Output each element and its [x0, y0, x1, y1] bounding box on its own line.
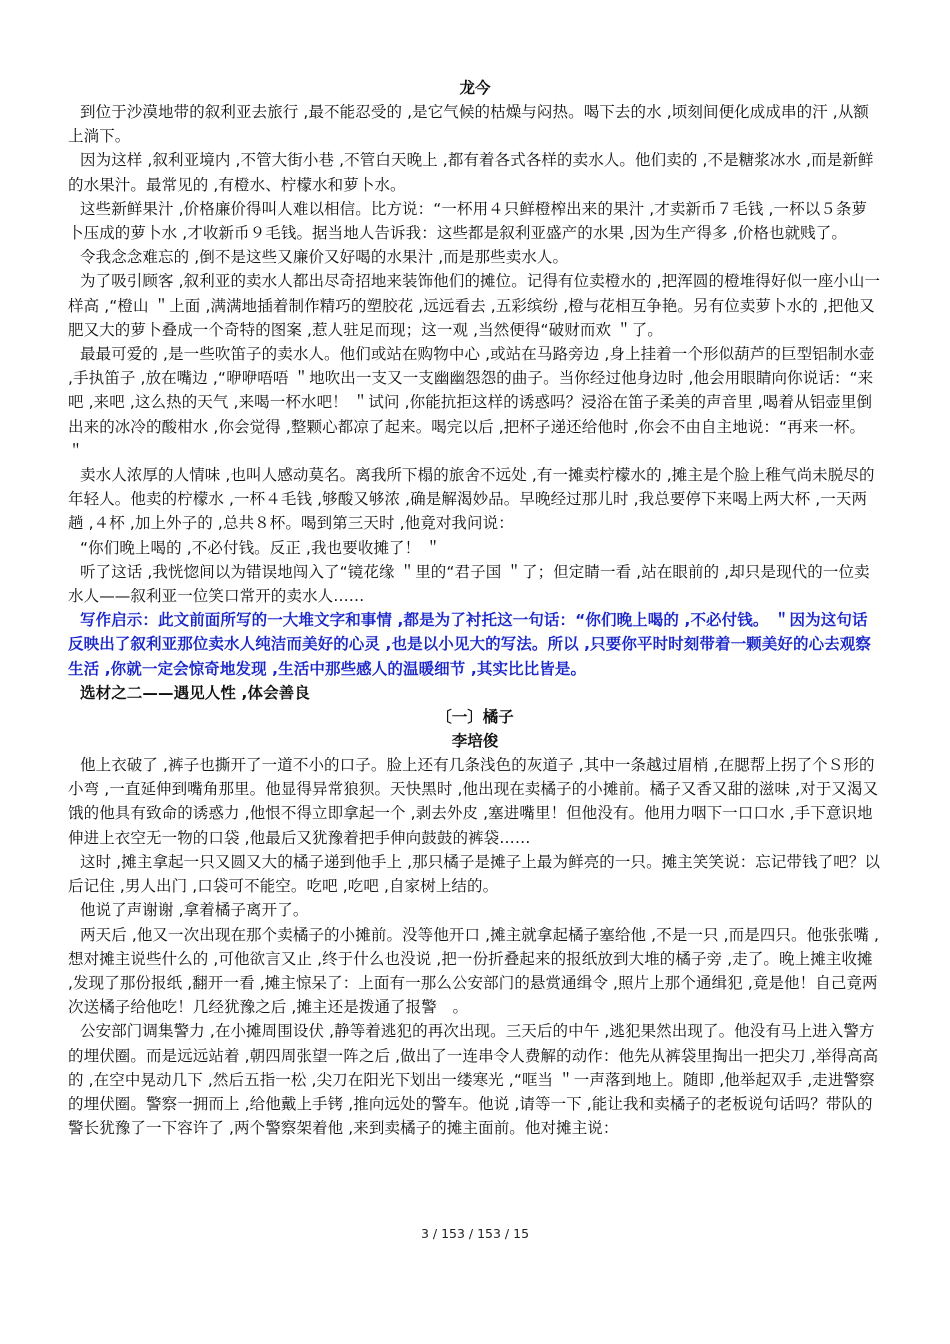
- paragraph: 最最可爱的 ,是一些吹笛子的卖水人。他们或站在购物中心 ,或站在马路旁边 ,身上挂着一个形似葫芦的巨型铝制水壶 ,手执笛子 ,放在嘴边 ,“咿咿唔唔 ＂地吹出一支又一支幽幽怨怨的曲子。当你经过他身边时 ,他会用眼睛向你说话：“来吧 ,来吧 ,这么热的天气 ,来喝一杯水吧！ ＂试问 ,你能抗拒这样的诱惑吗？浸浴在笛子柔美的声音里 ,喝着从铝壶里倒出来的冰冷的酸柑水 ,你会觉得 ,整颗心都凉了起来。喝完以后 ,把杯子递还给他时 ,你会不由自主地说：“再来一杯。 ＂: [68, 345, 875, 460]
- writing-insight: 写作启示：此文前面所写的一大堆文字和事情 ,都是为了衬托这一句话：“你们晚上喝的 ,不必付钱。 ＂因为这句话反映出了叙利亚那位卖水人纯洁而美好的心灵 ,也是以小见大的写法。所以 ,只要你平时时刻带着一颗美好的心去观察生活 ,你就一定会惊奇地发现 ,生活中那些感人的温暖细节 ,其实比比皆是。: [68, 611, 871, 678]
- page-number: 3 / 153 / 153 / 15: [420, 1226, 530, 1241]
- section-heading: 选材之二——遇见人性 ,体会善良: [80, 683, 310, 702]
- paragraph: 这时 ,摊主拿起一只又圆又大的橘子递到他手上 ,那只橘子是摊子上最为鲜亮的一只。摊主笑笑说：忘记带钱了吧？以后记住 ,男人出门 ,口袋可不能空。吃吧 ,吃吧 ,自家树上结的。: [68, 852, 881, 896]
- paragraph: 为了吸引顾客 ,叙利亚的卖水人都出尽奇招地来装饰他们的摊位。记得有位卖橙水的 ,把浑圆的橙堆得好似一座小山一样高 ,“橙山 ＂上面 ,满满地插着制作精巧的塑胶花 ,远远看去 ,五彩缤纷 ,橙与花相互争艳。另有位卖萝卜水的 ,把他又肥又大的萝卜叠成一个奇特的图案 ,惹人驻足而现；这一观 ,当然便得“破财而欢 ＂了。: [68, 272, 881, 339]
- paragraph: 他说了声谢谢 ,拿着橘子离开了。: [80, 901, 309, 920]
- paragraph: 听了这话 ,我恍惚间以为错误地闯入了“镜花缘 ＂里的“君子国 ＂了；但定睛一看 ,站在眼前的 ,却只是现代的一位卖水人——叙利亚一位笑口常开的卖水人……: [68, 562, 870, 606]
- article-title: 〔一〕橘子: [436, 708, 514, 727]
- article-author: 龙今: [459, 79, 491, 97]
- paragraph: 公安部门调集警力 ,在小摊周围设伏 ,静等着逃犯的再次出现。三天后的中午 ,逃犯果然出现了。他没有马上进入警方的埋伏圈。而是远远站着 ,朝四周张望一阵之后 ,做出了一连串令人费解的动作：他先从裤袋里掏出一把尖刀 ,举得高高的 ,在空中晃动几下 ,然后五指一松 ,尖刀在阳光下划出一缕寒光 ,“哐当 ＂一声落到地上。随即 ,他举起双手 ,走进警察的埋伏圈。警察一拥而上 ,给他戴上手铐 ,推向远处的警车。他说 ,请等一下 ,能让我和卖橘子的老板说句话吗？带队的警长犹豫了一下容许了 ,两个警察架着他 ,来到卖橘子的摊主面前。他对摊主说：: [68, 1022, 879, 1138]
- document-body: [68, 76, 882, 1140]
- article-author: 李培俊: [451, 732, 499, 751]
- paragraph: “你们晚上喝的 ,不必付钱。反正 ,我也要收摊了！ ＂: [80, 538, 441, 557]
- paragraph: 这些新鲜果汁 ,价格廉价得叫人难以相信。比方说：“一杯用４只鲜橙榨出来的果汁 ,才卖新币７毛钱 ,一杯以５条萝卜压成的萝卜水 ,才收新币９毛钱。据当地人告诉我：这些都是叙利亚盛产的水果 ,因为生产得多 ,价格也就贱了。: [68, 199, 868, 243]
- paragraph: 到位于沙漠地带的叙利亚去旅行 ,最不能忍受的 ,是它气候的枯燥与闷热。喝下去的水 ,顷刻间便化成成串的汗 ,从额上淌下。: [68, 103, 870, 146]
- paragraph: 他上衣破了 ,裤子也撕开了一道不小的口子。脸上还有几条浅色的灰道子 ,其中一条越过眉梢 ,在腮帮上拐了个Ｓ形的小弯 ,一直延伸到嘴角那里。他显得异常狼狈。天快黑时 ,他出现在卖橘子的小摊前。橘子又香又甜的滋味 ,对于又渴又饿的他具有致命的诱惑力 ,他恨不得立即拿起一个 ,剥去外皮 ,塞进嘴里！但他没有。他用力咽下一口口水 ,手下意识地伸进上衣空无一物的口袋 ,他最后又犹豫着把手伸向鼓鼓的裤袋……: [68, 756, 879, 847]
- paragraph: 两天后 ,他又一次出现在那个卖橘子的小摊前。没等他开口 ,摊主就拿起橘子塞给他 ,不是一只 ,而是四只。他张张嘴 ,想对摊主说些什么的 ,可他欲言又止 ,终于什么也没说 ,把一份折叠起来的报纸放到大堆的橘子旁 ,走了。晚上摊主收摊 ,发现了那份报纸 ,翻开一看 ,摊主惊呆了：上面有一那么公安部门的悬赏通缉令 ,照片上那个通缉犯 ,竟是他！自己竟两次送橘子给他吃！几经犹豫之后 ,摊主还是拨通了报警 。: [68, 925, 880, 1017]
- paragraph: 卖水人浓厚的人情味 ,也叫人感动莫名。离我所下榻的旅舍不远处 ,有一摊卖柠檬水的 ,摊主是个脸上稚气尚未脱尽的年轻人。他卖的柠檬水 ,一杯４毛钱 ,够酸又够浓 ,确是解渴妙品。早晚经过那儿时 ,我总要停下来喝上两大杯 ,一天两趟 ,４杯 ,加上外子的 ,总共８杯。喝到第三天时 ,他竟对我问说：: [68, 466, 875, 533]
- paragraph: 令我念念难忘的 ,倒不是这些又廉价又好喝的水果汁 ,而是那些卖水人。: [80, 248, 569, 267]
- paragraph: 因为这样 ,叙利亚境内 ,不管大街小巷 ,不管白天晚上 ,都有着各式各样的卖水人。他们卖的 ,不是糖浆冰水 ,而是新鲜的水果汁。最常见的 ,有橙水、柠檬水和萝卜水。: [68, 151, 874, 194]
